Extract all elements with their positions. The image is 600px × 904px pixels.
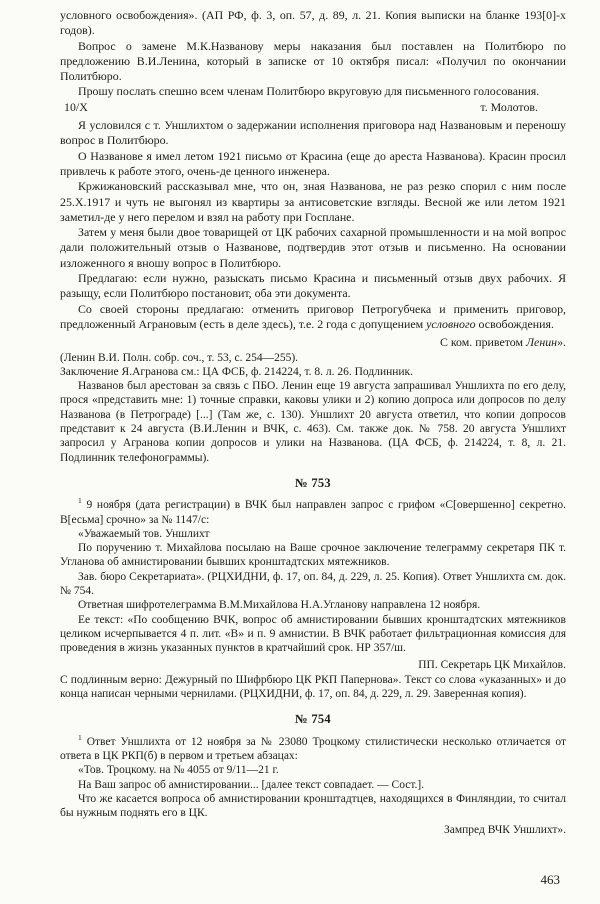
paragraph: Я условился с т. Уншлихтом о задержании исполнения приговора над Названовым и переношу вопрос в Политбюро. [60, 118, 566, 148]
text-span: Ответ Уншлихта от 12 ноября за № 23080 Троцкому стилистически несколько отличается от ответа в ЦК РКП(б) в первом и третьем абзацах: [60, 735, 566, 762]
paragraph [60, 302, 566, 333]
paragraph: Затем у меня были двое товарищей от ЦК рабочих сахарной промышленности и на мой вопрос дали положительный отзыв о Названове, подтвердив этот отзыв и письменно. На основании изложенного я вношу вопрос в Политбюро. [60, 225, 566, 270]
note-paragraph [60, 498, 566, 527]
text-span: С ком. приветом [439, 335, 526, 350]
note-paragraph [60, 732, 566, 764]
signature-name: Ленин [526, 335, 558, 350]
note-paragraph: «Уважаемый тов. Уншлихт [78, 527, 210, 540]
source-reference: Заключение Я.Агранова см.: ЦА ФСБ, ф. 214224, т. 8. л. 26. Подлинник. [60, 365, 414, 378]
note-paragraph: «Тов. Троцкому. на № 4055 от 9/11—21 г. [78, 764, 279, 777]
note-paragraph: Ее текст: «По сообщению ВЧК, вопрос об амнистировании бывших кронштадтских мятежников целиком исчерпывается 4 п. лит. «В» и п. 9 амнистии. В ВЧК работает фильтрационная комиссия для проведения в жизнь указанных пунктов в кратчайший срок. НР 357/ш. [60, 613, 566, 655]
paragraph: Кржижановский рассказывал мне, что он, зная Названова, не раз резко спорил с ним после 25.X.1917 и чуть не выгонял из квартиры за антисоветские взгляды. Весной же или летом 1921 заметил-де у него перелом и взял на работу при Госплане. [60, 179, 566, 224]
paragraph: Вопрос о замене М.К.Названову меры наказания был поставлен на Политбюро по предложению В.И.Ленина, который в записке от 10 октября писал: «Получил по окончании Политбюро. [60, 38, 566, 84]
text-span: ». [557, 335, 566, 350]
addressee: т. Молотов. [480, 99, 538, 114]
note-paragraph: На Ваш запрос об амнистировании... [далее текст совпадает. — Сост.]. [78, 778, 425, 791]
paragraph: Предлагаю: если нужно, разыскать письмо Красина и письменный отзыв двух рабочих. Я разыщу, если Политбюро постановит, оба эти документа. [60, 271, 566, 301]
italic-word: условного [426, 316, 476, 331]
section-heading: № 754 [295, 712, 331, 727]
paragraph: Прошу послать спешно всем членам Политбюро вкруговую для письменного голосования. [78, 84, 540, 99]
footnote-mark: 1 [78, 732, 82, 742]
source-reference: (Ленин В.И. Полн. собр. соч., т. 53, с. 254—255). [60, 351, 299, 364]
note-paragraph: Что же касается вопроса об амнистировании кронштадтцев, находящихся в Финляндии, то считал бы нужным поднять его в ЦК. [60, 792, 566, 820]
signature-row [60, 100, 566, 115]
paragraph: О Названове я имел летом 1921 письмо от Красина (еще до ареста Названова). Красин просил привлечь к работе этого, очень-де ценного инженера. [60, 148, 566, 178]
note-paragraph: По поручению т. Михайлова посылаю на Ваше срочное заключение телеграмму секретаря ПК т. Угланова об амнистировании бывших кронштадтских мятежников. [60, 542, 566, 569]
note-date: 10/X [64, 99, 88, 114]
signature-line: Зампред ВЧК Уншлихт». [444, 824, 566, 837]
main-text [60, 8, 566, 838]
footnote-mark: 1 [78, 496, 82, 506]
signature-line [60, 335, 566, 350]
note-paragraph: Зав. бюро Секретариата». (РЦХИДНИ, ф. 17, оп. 84, д. 229, л. 25. Копия). Ответ Уншлихта см. док. № 754. [60, 570, 566, 597]
note-paragraph: Ответная шифротелеграмма В.М.Михайлова Н.А.Угланову направлена 12 ноября. [78, 599, 481, 612]
signature-line: ПП. Секретарь ЦК Михайлов. [418, 659, 566, 672]
page-number: 463 [540, 872, 560, 887]
text-span: освобождения. [475, 316, 554, 331]
text-span: Со своей стороны предлагаю: отменить приговор Петрогубчека и применить приговор, предложенный Аграновым (есть в деле здесь), т.е. 2 года с допущением [60, 301, 566, 331]
note-paragraph: Названов был арестован за связь с ПБО. Ленин еще 19 августа запрашивал Уншлихта по его делу, прося «представить мне: 1) точные справки, каковы улики и 2) копию допроса или допросов по делу Названова (в Петрограде) [...] (Там же, с. 130). Уншлихт 20 августа ответил, что копии допросов представит к 24 августа (В.И.Ленин и ВЧК, с. 463). См. также док. № 758. 20 августа Уншлихт запросил у Агранова копии допросов и улики на Названова. (ЦА ФСБ, ф. 214224, т. 8, л. 21. Подлинник телефонограммы). [60, 380, 566, 464]
section-heading: № 753 [295, 475, 331, 490]
note-paragraph: С подлинным верно: Дежурный по Шифрбюро ЦК РКП Папернова». Текст со слова «указанных» и до конца написан черными чернилами. (РЦХИДНИ, ф. 17, оп. 84, д. 229, л. 29. Заверенная копия). [60, 673, 566, 701]
text-span: 9 ноября (дата регистрации) в ВЧК был направлен запрос с грифом «С[овершенно] секретно. В[есьма] срочно» за № 1147/с: [60, 499, 566, 526]
paragraph: условного освобождения». (АП РФ, ф. 3, оп. 57, д. 89, л. 21. Копия выписки на бланке 193[0]-х годов). [60, 8, 566, 38]
